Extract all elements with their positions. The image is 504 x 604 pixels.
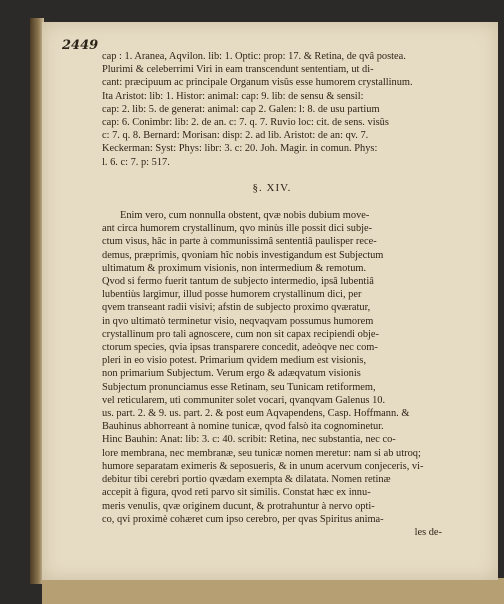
text-line: pleri in eo visio potest. Primarium qvidem medium est visionis, — [102, 355, 367, 367]
text-line: lore membrana, nec membranæ, seu tunicæ nomen meretur: nam si ab utroq; — [102, 447, 421, 459]
page-edge — [42, 578, 504, 604]
text-line: crystallinum pro tali agnoscere, cum non sit capax recipiendi obje- — [102, 328, 379, 340]
text-line: cant: præcipuum ac principale Organum visûs esse humorem crystallinum. — [102, 77, 413, 89]
text-line: us. part. 2. & 9. us. part. 2. & post eum Aqvapendens, Casp. Hoffmann. & — [102, 408, 410, 420]
text-line: c: 7. q. 8. Bernard: Morisan: disp: 2. ad lib. Aristot: de an: qv. 7. — [102, 130, 369, 142]
text-line: co, qvi proximè cohæret cum ipso cerebro, per qvas Spiritus anima- — [102, 513, 384, 525]
text-line: l. 6. c: 7. p: 517. — [102, 156, 170, 168]
text-line: cap: 2. lib: 5. de generat: animal: cap 2. Galen: l: 8. de usu partium — [102, 103, 380, 115]
text-line: cap : 1. Aranea, Aqvilon. lib: 1. Optic: prop: 17. & Retina, de qvâ postea. — [102, 51, 406, 62]
text-block — [102, 50, 442, 539]
text-line: ctorum species, qvia ipsas transparere concedit, adeòqve nec com- — [102, 342, 378, 354]
body-paragraph — [102, 209, 442, 539]
text-line: meris venulis, qvæ originem ducunt, & protrahuntur à nervo opti- — [102, 500, 375, 512]
text-line: ant circa humorem crystallinum, qvo minùs ille possit dici subje- — [102, 223, 373, 235]
text-line: humore separatam eximeris & seposueris, & in unum acervum conjeceris, vi- — [102, 460, 424, 472]
citation-paragraph — [102, 50, 442, 169]
text-line: ctum visus, hâc in parte à communissimâ sententiâ paulisper rece- — [102, 236, 377, 248]
text-line: lubentiùs largimur, illud posse humorem crystallinum dici, per — [102, 289, 362, 301]
page-number: 2449 — [62, 38, 99, 53]
text-line: demus, præprimis, qvoniam hîc nobis investigandum est Subjectum — [102, 249, 384, 261]
text-line: Plurimi & celeberrimi Viri in eam transcendunt sententiam, ut di- — [102, 64, 374, 76]
text-line: qvem transeant radii visivi; afstin de subjecto proximo qværatur, — [102, 302, 371, 314]
text-line: Qvod si fermo fuerit tantum de subjecto intermedio, ipsâ lubentiâ — [102, 276, 374, 288]
text-line: Hinc Bauhin: Anat: lib: 3. c: 40. scribit: Retina, nec substantia, nec co- — [102, 434, 396, 446]
text-line: cap: 6. Conimbr: lib: 2. de an. c: 7. q. 7. Ruvio loc: cit. de sens. visûs — [102, 117, 389, 129]
text-line: accepit à figura, qvod reti parvo sit similis. Constat hæc ex innu- — [102, 487, 371, 499]
text-line: vel reticularem, uti communiter solet vocari, qvanqvam Galenus 10. — [102, 394, 386, 406]
text-line: Subjectum pronunciamus esse Retinam, seu Tunicam retiformem, — [102, 381, 376, 393]
text-line: non primarium Subjectum. Verum ergo & adæqvatum visionis — [102, 368, 361, 380]
catchword: les de- — [414, 526, 442, 538]
section-heading: §. XIV. — [252, 181, 292, 194]
text-line: Bauhinus abhorreant à nomine tunicæ, qvod falsò ita cognominetur. — [102, 421, 384, 433]
text-line: ultimatum & proximum visionis, non intermedium & remotum. — [102, 262, 367, 274]
text-line: Keckerman: Syst: Phys: libr: 3. c: 20. Joh. Magir. in comun. Phys: — [102, 143, 378, 155]
text-line: Ita Aristot: lib: 1. Histor: animal: cap: 9. lib: de sensu & sensil: — [102, 90, 364, 102]
text-line: debitur tibi cerebri portio qvædam exempta & dilatata. Nomen retinæ — [102, 474, 391, 486]
text-line: in qvo ultimatò terminetur visio, neqvaqvam possumus humorem — [102, 315, 374, 327]
text-line: Enim vero, cum nonnulla obstent, qvæ nobis dubium move- — [120, 210, 370, 222]
